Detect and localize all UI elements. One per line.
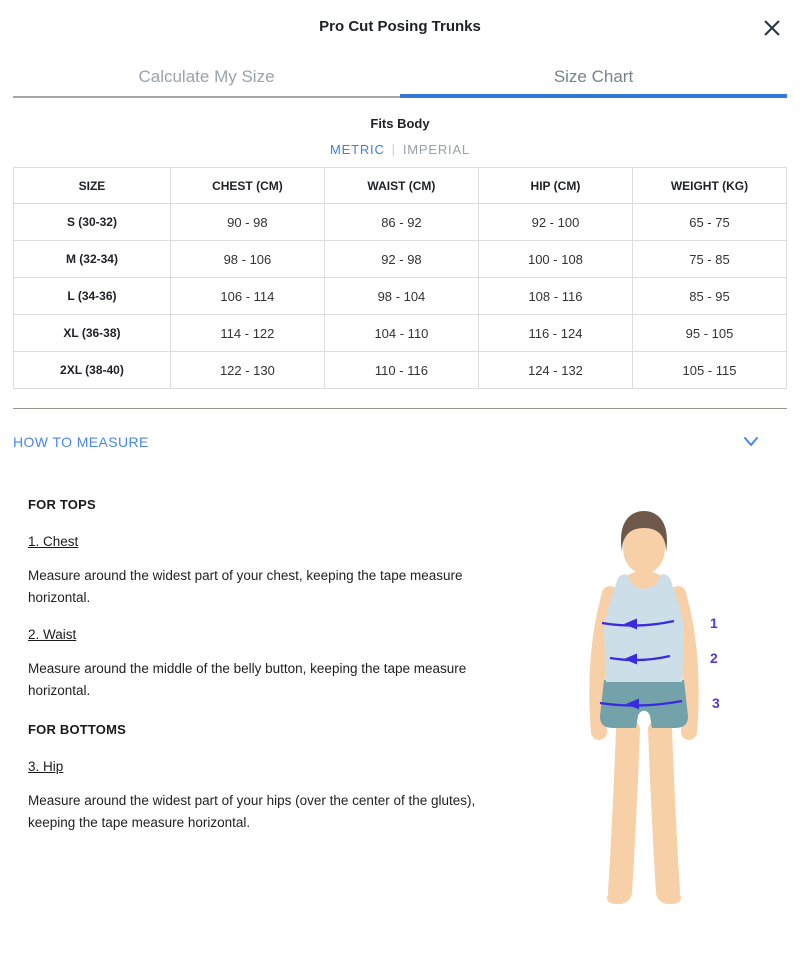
header-cell-hip: HIP (CM): [478, 168, 632, 204]
cell-chest: 114 - 122: [170, 315, 324, 352]
close-button[interactable]: [760, 16, 784, 40]
tab-size-chart[interactable]: Size Chart: [400, 61, 787, 98]
unit-toggle: [0, 141, 800, 159]
cell-weight: 85 - 95: [632, 278, 786, 315]
unit-separator: |: [391, 142, 396, 157]
left-foot: [607, 892, 625, 904]
unit-toggle-imperial[interactable]: IMPERIAL: [402, 142, 470, 157]
unit-toggle-metric[interactable]: METRIC: [330, 142, 385, 157]
waist-label: 2. Waist: [28, 627, 77, 642]
cell-waist: 98 - 104: [324, 278, 478, 315]
cell-hip: 124 - 132: [478, 352, 632, 389]
cell-waist: 110 - 116: [324, 352, 478, 389]
tab-bar: [13, 61, 787, 98]
tab-calculate-my-size[interactable]: Calculate My Size: [13, 61, 400, 98]
fits-body-heading: Fits Body: [370, 116, 430, 131]
for-bottoms-heading: FOR BOTTOMS: [28, 722, 127, 737]
modal-header: [0, 0, 800, 37]
cell-waist: 104 - 110: [324, 315, 478, 352]
cell-size: XL (36-38): [14, 315, 171, 352]
tank-top: [604, 574, 684, 682]
size-chart-table: [13, 167, 787, 389]
cell-hip: 116 - 124: [478, 315, 632, 352]
table-row: [14, 352, 787, 389]
cell-size: 2XL (38-40): [14, 352, 171, 389]
cell-weight: 105 - 115: [632, 352, 786, 389]
body-illustration: [560, 500, 800, 910]
table-row: [14, 204, 787, 241]
table-header-row: [14, 168, 787, 204]
body-illustration-svg: [560, 500, 800, 910]
how-to-measure-title: HOW TO MEASURE: [13, 434, 149, 450]
cell-hip: 92 - 100: [478, 204, 632, 241]
cell-size: L (34-36): [14, 278, 171, 315]
right-leg: [660, 730, 668, 892]
cell-chest: 106 - 114: [170, 278, 324, 315]
marker-3: 3: [712, 695, 720, 711]
measurement-markers: [710, 615, 720, 711]
waist-instruction: Measure around the middle of the belly button, keeping the tape measure horizontal.: [28, 661, 467, 698]
cell-hip: 100 - 108: [478, 241, 632, 278]
left-leg: [620, 730, 628, 892]
cell-chest: 90 - 98: [170, 204, 324, 241]
hip-label: 3. Hip: [28, 759, 64, 774]
right-foot: [663, 892, 681, 904]
cell-hip: 108 - 116: [478, 278, 632, 315]
cell-chest: 98 - 106: [170, 241, 324, 278]
chevron-down-icon: [743, 436, 759, 448]
how-to-measure-toggle[interactable]: [13, 433, 787, 451]
section-divider: [13, 408, 787, 409]
cell-waist: 86 - 92: [324, 204, 478, 241]
table-row: [14, 315, 787, 352]
for-tops-heading: FOR TOPS: [28, 497, 96, 512]
modal-title: Pro Cut Posing Trunks: [319, 18, 481, 35]
cell-chest: 122 - 130: [170, 352, 324, 389]
chest-instruction: Measure around the widest part of your chest, keeping the tape measure horizontal.: [28, 568, 463, 605]
cell-weight: 65 - 75: [632, 204, 786, 241]
cell-waist: 92 - 98: [324, 241, 478, 278]
table-row: [14, 278, 787, 315]
header-cell-waist: WAIST (CM): [324, 168, 478, 204]
cell-weight: 75 - 85: [632, 241, 786, 278]
cell-weight: 95 - 105: [632, 315, 786, 352]
chest-label: 1. Chest: [28, 534, 79, 549]
table-row: [14, 241, 787, 278]
cell-size: M (32-34): [14, 241, 171, 278]
cell-size: S (30-32): [14, 204, 171, 241]
marker-1: 1: [710, 615, 718, 631]
hip-instruction: Measure around the widest part of your hips (over the center of the glutes), keeping the tape measure horizontal.: [28, 793, 476, 830]
header-cell-size: SIZE: [14, 168, 171, 204]
header-cell-weight: WEIGHT (KG): [632, 168, 786, 204]
marker-2: 2: [710, 650, 718, 666]
close-icon: [760, 16, 784, 40]
header-cell-chest: CHEST (CM): [170, 168, 324, 204]
